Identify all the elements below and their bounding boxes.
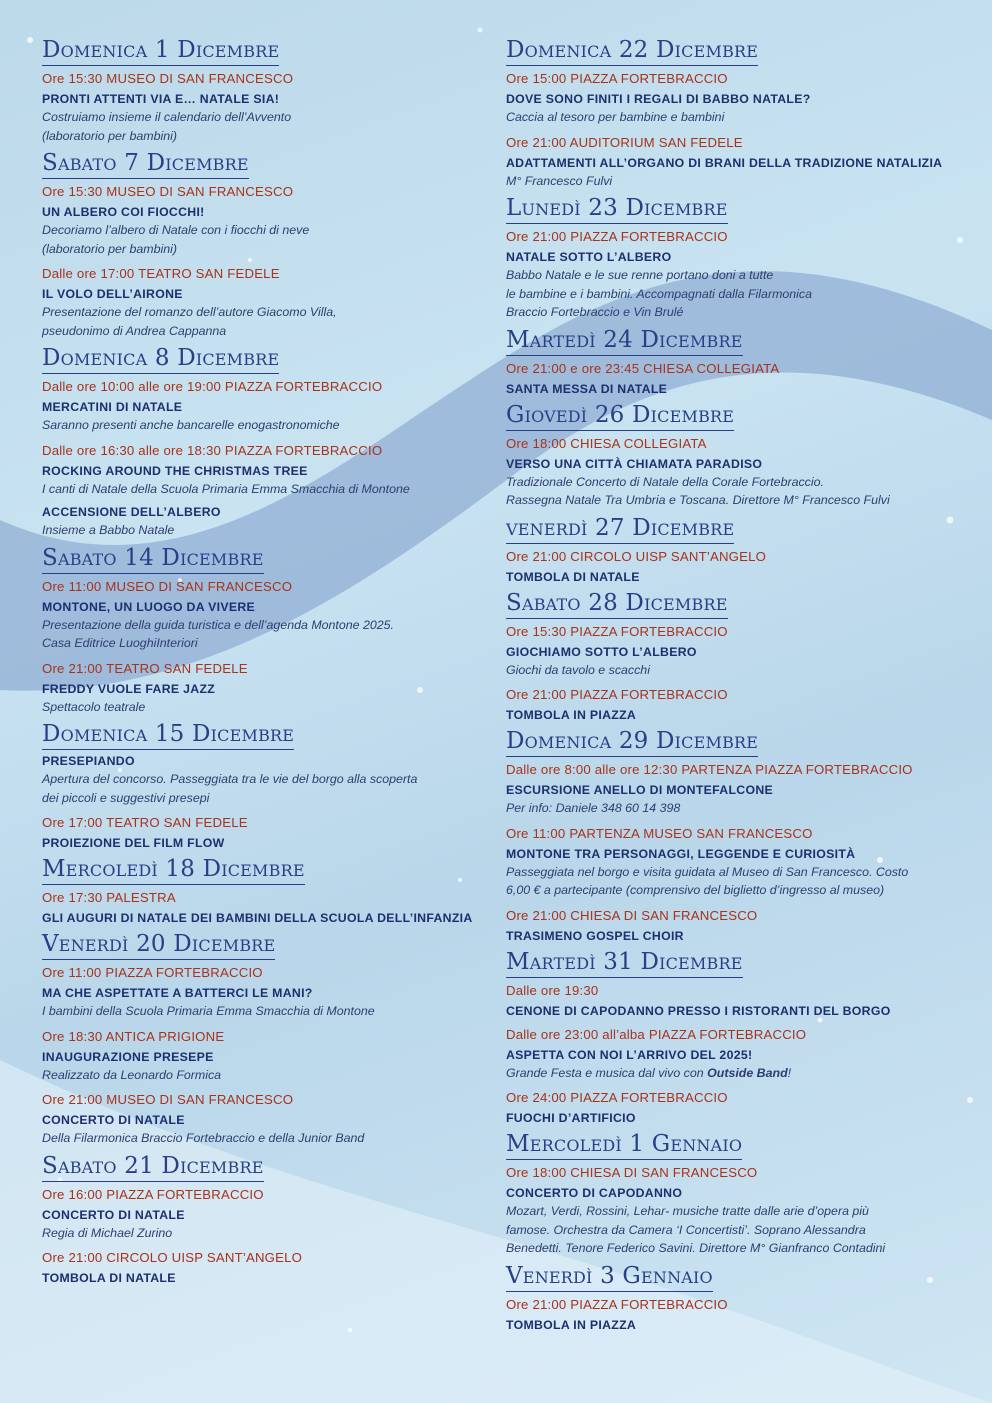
event-title: GIOCHIAMO SOTTO L’ALBERO — [506, 644, 697, 659]
event-title: NATALE SOTTO L’ALBERO — [506, 250, 672, 264]
day-section — [42, 720, 492, 855]
event-title: PROIEZIONE DEL FILM FLOW — [42, 836, 225, 850]
event-time-place: Ore 16:00 PIAZZA FORTEBRACCIO — [42, 1186, 264, 1202]
day-section — [42, 36, 492, 149]
event-time-place: Ore 21:00 PIAZZA FORTEBRACCIO — [506, 687, 728, 702]
day-title: Domenica 1 Dicembre — [42, 36, 279, 66]
event-title: MERCATINI DI NATALE — [42, 400, 183, 414]
event-time-place: Ore 21:00 AUDITORIUM SAN FEDELE — [506, 134, 743, 150]
event-time-place: Ore 21:00 PIAZZA FORTEBRACCIO — [506, 1296, 728, 1312]
event-description: dei piccoli e suggestivi presepi — [42, 790, 210, 805]
event-time-place: Ore 18:30 ANTICA PRIGIONE — [42, 1028, 225, 1044]
event-time-place: Ore 15:30 PIAZZA FORTEBRACCIO — [506, 623, 728, 639]
event-description: Spettacolo teatrale — [42, 699, 146, 714]
day-section — [506, 36, 956, 194]
day-section — [506, 401, 956, 514]
day-title: Venerdì 3 Gennaio — [506, 1262, 713, 1292]
right-column — [506, 36, 956, 1337]
event-time-place: Ore 21:00 e ore 23:45 CHIESA COLLEGIATA — [506, 360, 780, 376]
event-description: Presentazione del romanzo dell’autore Giacomo Villa, — [42, 305, 337, 319]
event-title: DOVE SONO FINITI I REGALI DI BABBO NATALE? — [506, 92, 811, 106]
event-description: Regia di Michael Zurino — [42, 1225, 173, 1240]
event-time-place: Ore 21:00 PIAZZA FORTEBRACCIO — [506, 229, 728, 244]
event-description: famose. Orchestra da Camera ‘I Concertisti’. Soprano Alessandra — [506, 1222, 866, 1237]
event-description: Tradizionale Concerto di Natale della Corale Fortebraccio. — [506, 474, 824, 489]
day-section — [42, 855, 492, 930]
event-title: CONCERTO DI NATALE — [42, 1113, 185, 1127]
event-description: I canti di Natale della Scuola Primaria Emma Smacchia di Montone — [42, 481, 410, 496]
event-title: VERSO UNA CITTÀ CHIAMATA PARADISO — [506, 456, 763, 471]
day-section — [506, 194, 956, 326]
event-time-place: Ore 11:00 PIAZZA FORTEBRACCIO — [42, 965, 263, 980]
event-description: (laboratorio per bambini) — [42, 128, 177, 143]
day-title: Domenica 22 Dicembre — [506, 36, 758, 66]
event-time-place: Ore 24:00 PIAZZA FORTEBRACCIO — [506, 1090, 728, 1105]
day-section — [42, 1152, 492, 1291]
event-description: M° Francesco Fulvi — [506, 173, 613, 188]
day-title: Domenica 15 Dicembre — [42, 720, 294, 750]
day-title: Sabato 28 Dicembre — [506, 589, 728, 619]
event-title: TRASIMENO GOSPEL CHOIR — [506, 928, 684, 943]
event-time-place: Ore 18:00 CHIESA DI SAN FRANCESCO — [506, 1165, 758, 1180]
event-title: CENONE DI CAPODANNO PRESSO I RISTORANTI DEL BORGO — [506, 1003, 891, 1018]
day-title: Sabato 7 Dicembre — [42, 149, 249, 179]
day-title: Venerdì 20 Dicembre — [42, 930, 275, 960]
event-title: MA CHE ASPETTATE A BATTERCI LE MANI? — [42, 986, 313, 1000]
day-title: venerdì 27 Dicembre — [506, 514, 734, 544]
event-time-place: Dalle ore 8:00 alle ore 12:30 PARTENZA PIAZZA FORTEBRACCIO — [506, 762, 913, 777]
event-description: Realizzato da Leonardo Formica — [42, 1067, 222, 1082]
event-title: ADATTAMENTI ALL’ORGANO DI BRANI DELLA TRADIZIONE NATALIZIA — [506, 155, 943, 170]
event-title: PRESEPIANDO — [42, 754, 135, 768]
event-time-place: Ore 21:00 MUSEO DI SAN FRANCESCO — [42, 1092, 294, 1107]
event-title: IL VOLO DELL’AIRONE — [42, 287, 183, 301]
day-title: Sabato 14 Dicembre — [42, 544, 264, 574]
event-time-place: Ore 21:00 CHIESA DI SAN FRANCESCO — [506, 907, 758, 923]
day-title: Lunedì 23 Dicembre — [506, 194, 728, 224]
event-description: Mozart, Verdi, Rossini, Lehar- musiche tratte dalle arie d’opera più — [506, 1204, 869, 1218]
event-title: CONCERTO DI CAPODANNO — [506, 1186, 683, 1200]
event-description: Costruiamo insieme il calendario dell’Avvento — [42, 110, 292, 124]
day-section — [42, 544, 492, 721]
day-section — [506, 589, 956, 728]
event-description: Per info: Daniele 348 60 14 398 — [506, 801, 681, 815]
day-section — [506, 514, 956, 589]
event-title: TOMBOLA DI NATALE — [506, 569, 640, 584]
day-section — [506, 1130, 956, 1262]
event-time-place: Dalle ore 16:30 alle ore 18:30 PIAZZA FORTEBRACCIO — [42, 442, 383, 458]
event-title: ASPETTA CON NOI L’ARRIVO DEL 2025! — [506, 1047, 753, 1062]
event-time-place: Dalle ore 23:00 all’alba PIAZZA FORTEBRACCIO — [506, 1026, 807, 1042]
event-title: ROCKING AROUND THE CHRISTMAS TREE — [42, 463, 308, 478]
event-time-place: Dalle ore 17:00 TEATRO SAN FEDELE — [42, 266, 280, 281]
event-title: TOMBOLA DI NATALE — [42, 1271, 176, 1285]
event-description: Giochi da tavolo e scacchi — [506, 662, 650, 677]
description-text: Grande Festa e musica dal vivo con — [506, 1065, 708, 1080]
day-section — [506, 1262, 956, 1337]
day-section — [506, 727, 956, 948]
day-section — [42, 149, 492, 344]
left-column — [42, 36, 492, 1290]
event-description: Apertura del concorso. Passeggiata tra le vie del borgo alla scoperta — [42, 772, 418, 786]
day-title: Martedì 24 Dicembre — [506, 326, 743, 356]
event-title: CONCERTO DI NATALE — [42, 1207, 185, 1222]
day-title: Mercoledì 1 Gennaio — [506, 1130, 742, 1160]
event-title: MONTONE, UN LUOGO DA VIVERE — [42, 599, 256, 614]
day-section — [506, 948, 956, 1131]
event-time-place: Ore 17:00 TEATRO SAN FEDELE — [42, 815, 248, 830]
event-time-place: Ore 15:30 MUSEO DI SAN FRANCESCO — [42, 71, 294, 86]
event-description: Insieme a Babbo Natale — [42, 523, 175, 537]
event-time-place: Dalle ore 19:30 — [506, 982, 599, 998]
event-time-place: Ore 21:00 CIRCOLO UISP SANT’ANGELO — [42, 1250, 303, 1265]
event-time-place: Ore 15:00 PIAZZA FORTEBRACCIO — [506, 71, 728, 86]
event-description: Presentazione della guida turistica e dell’agenda Montone 2025. — [42, 617, 395, 632]
event-title: PRONTI ATTENTI VIA E… NATALE SIA! — [42, 92, 280, 106]
day-title: Sabato 21 Dicembre — [42, 1152, 264, 1182]
event-description: le bambine e i bambini. Accompagnati dalla Filarmonica — [506, 286, 813, 301]
day-title: Domenica 29 Dicembre — [506, 727, 758, 757]
band-name: Outside Band — [707, 1065, 788, 1080]
description-text: ! — [787, 1065, 792, 1080]
day-section — [42, 344, 492, 544]
event-title: TOMBOLA IN PIAZZA — [506, 708, 637, 722]
day-section — [42, 930, 492, 1152]
event-title: SANTA MESSA DI NATALE — [506, 381, 668, 396]
event-title: FUOCHI D’ARTIFICIO — [506, 1111, 636, 1125]
event-description: Caccia al tesoro per bambine e bambini — [506, 110, 725, 124]
day-title: Domenica 8 Dicembre — [42, 344, 279, 374]
event-title: MONTONE TRA PERSONAGGI, LEGGENDE E CURIOSITÀ — [506, 846, 856, 861]
event-description: 6,00 € a partecipante (comprensivo del biglietto d’ingresso al museo) — [506, 883, 885, 897]
event-title: ACCENSIONE DELL’ALBERO — [42, 505, 221, 519]
event-time-place: Ore 15:30 MUSEO DI SAN FRANCESCO — [42, 184, 294, 199]
day-title: Mercoledì 18 Dicembre — [42, 855, 305, 885]
event-description: Rassegna Natale Tra Umbria e Toscana. Direttore M° Francesco Fulvi — [506, 493, 890, 507]
event-title: INAUGURAZIONE PRESEPE — [42, 1049, 214, 1064]
event-description: Braccio Fortebraccio e Vin Brulé — [506, 305, 684, 319]
event-title: UN ALBERO COI FIOCCHI! — [42, 205, 205, 219]
event-description: Passeggiata nel borgo e visita guidata al Museo di San Francesco. Costo — [506, 864, 909, 879]
event-description: (laboratorio per bambini) — [42, 241, 177, 256]
event-description: Casa Editrice LuoghiInteriori — [42, 636, 198, 650]
event-description: Babbo Natale e le sue renne portano doni a tutte — [506, 268, 774, 282]
event-time-place: Ore 21:00 TEATRO SAN FEDELE — [42, 660, 248, 676]
event-time-place: Dalle ore 10:00 alle ore 19:00 PIAZZA FORTEBRACCIO — [42, 379, 383, 394]
event-time-place: Ore 17:30 PALESTRA — [42, 890, 176, 905]
event-title: FREDDY VUOLE FARE JAZZ — [42, 681, 216, 696]
event-title: GLI AUGURI DI NATALE DEI BAMBINI DELLA SCUOLA DELL’INFANZIA — [42, 911, 473, 925]
event-description: Decoriamo l’albero di Natale con i fiocchi di neve — [42, 223, 310, 237]
event-description: Benedetti. Tenore Federico Savini. Direttore M° Gianfranco Contadini — [506, 1241, 886, 1255]
event-description — [506, 1064, 956, 1083]
event-time-place: Ore 11:00 PARTENZA MUSEO SAN FRANCESCO — [506, 825, 813, 841]
day-title: Giovedì 26 Dicembre — [506, 401, 734, 431]
event-description: I bambini della Scuola Primaria Emma Smacchia di Montone — [42, 1004, 375, 1018]
event-title: TOMBOLA IN PIAZZA — [506, 1317, 637, 1332]
day-section — [506, 326, 956, 401]
event-title: ESCURSIONE ANELLO DI MONTEFALCONE — [506, 783, 774, 797]
event-time-place: Ore 11:00 MUSEO DI SAN FRANCESCO — [42, 578, 293, 594]
event-description: pseudonimo di Andrea Cappanna — [42, 323, 227, 338]
event-time-place: Ore 21:00 CIRCOLO UISP SANT’ANGELO — [506, 548, 767, 564]
event-description: Saranno presenti anche bancarelle enogastronomiche — [42, 418, 340, 432]
event-time-place: Ore 18:00 CHIESA COLLEGIATA — [506, 435, 707, 451]
event-description: Della Filarmonica Braccio Fortebraccio e della Junior Band — [42, 1131, 365, 1145]
day-title: Martedì 31 Dicembre — [506, 948, 743, 978]
